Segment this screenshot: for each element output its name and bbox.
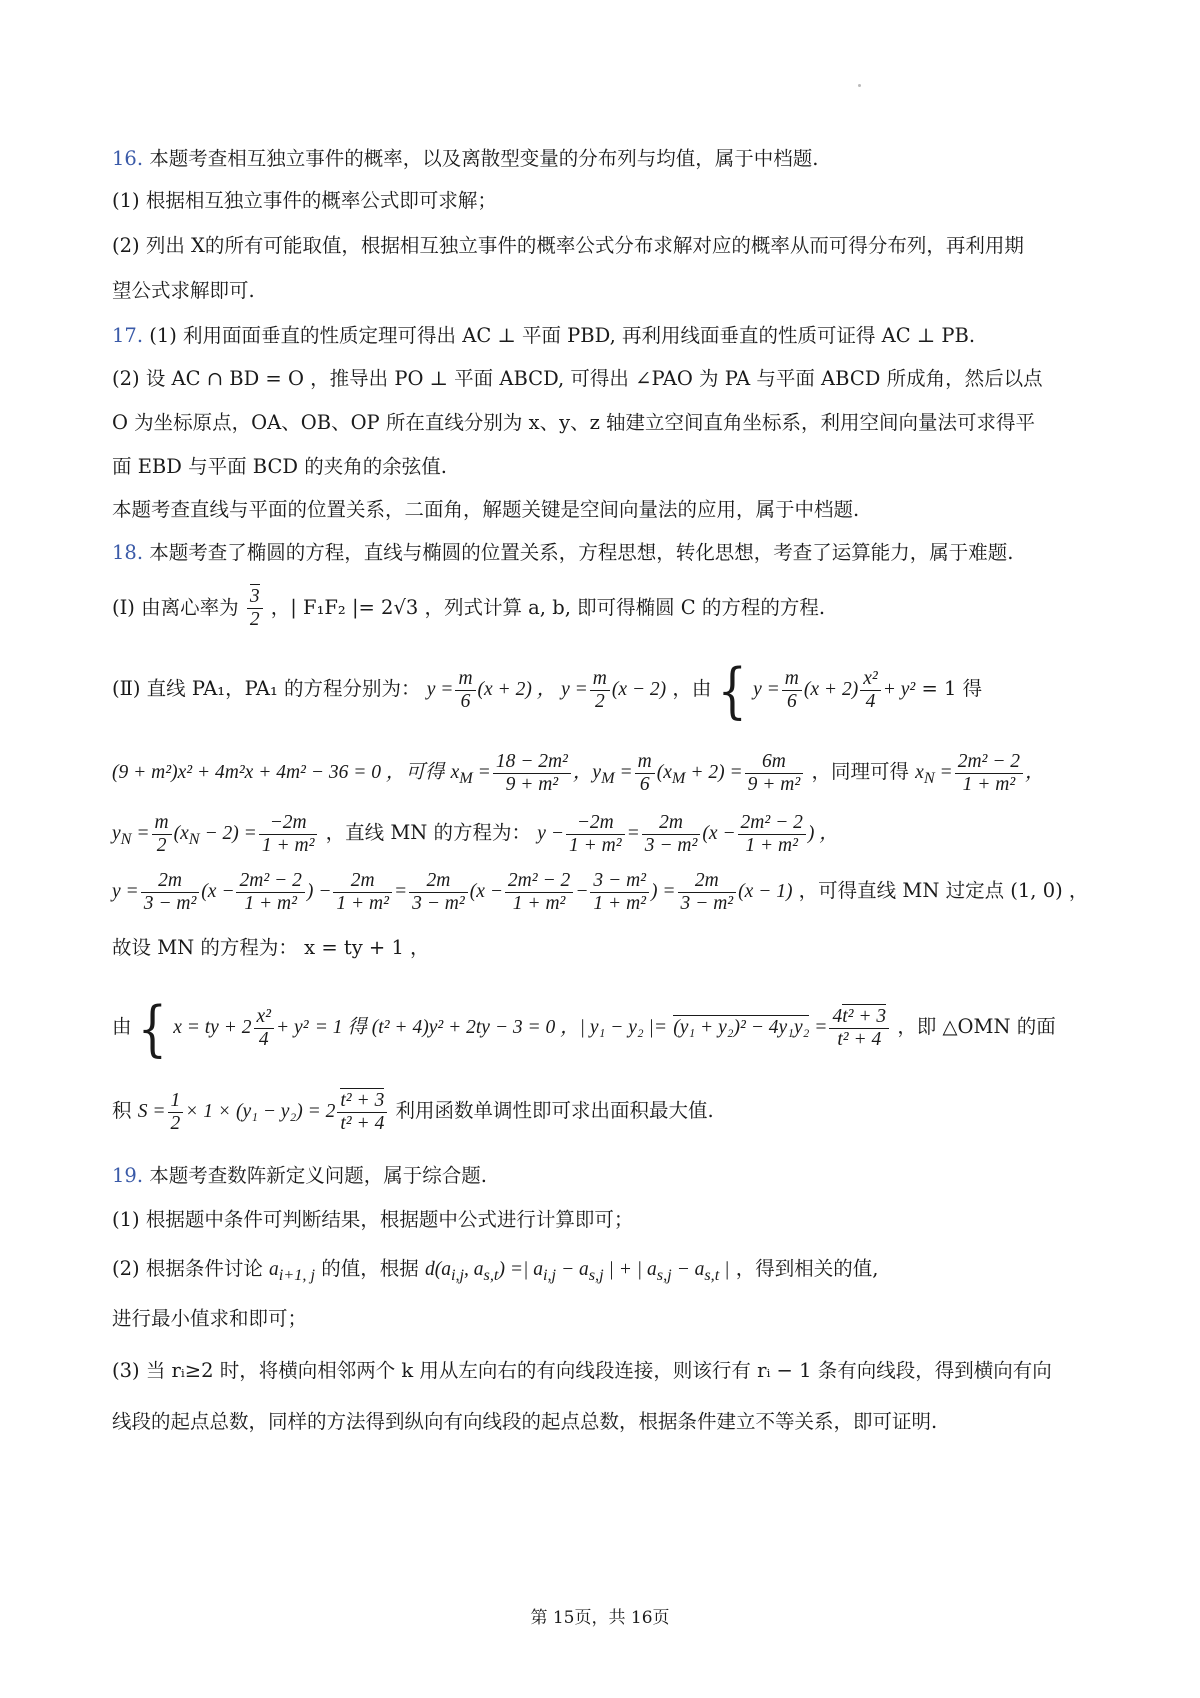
q18-text-6a: ，可得直线 MN 过定点 (1, 0) ， xyxy=(798,879,1089,902)
system-brace-1: { xyxy=(717,654,747,725)
q17-text-1: (1) 利用面面垂直的性质定理可得出 AC ⊥ 平面 PBD, 再利用线面垂直的性质可证得 AC ⊥ PB. xyxy=(149,324,976,347)
q17-line-1 xyxy=(112,323,1104,349)
q16-text-1: 本题考查相互独立事件的概率，以及离散型变量的分布列与均值，属于中档题. xyxy=(149,147,819,170)
eccentricity-fraction: $\frac{3}{2}$ xyxy=(247,586,263,631)
q17-line-2: (2) 设 AC ∩ BD = O ，推导出 PO ⊥ 平面 ABCD, 可得出 ∠PAO 为 PA 与平面 ABCD 所成角，然后以点 xyxy=(112,367,1043,390)
q17-line-3: O 为坐标原点，OA、OB、OP 所在直线分别为 x、y、z 轴建立空间直角坐标系，利用空间向量法可求得平 xyxy=(112,411,1036,434)
eq-system-2: x = ty + 2 $\frac{\text{x²}}{4}$ + y² xyxy=(173,1006,309,1051)
q16-number: 16. xyxy=(112,147,144,170)
q18-line-4 xyxy=(112,747,1104,803)
q18-line-5 xyxy=(112,808,1104,864)
q18-line-1 xyxy=(112,540,1104,566)
q19-line-4: 进行最小值求和即可； xyxy=(112,1307,308,1330)
eq-system-1: y = $\frac{m}{6}$ (x + 2) $\frac{\text{x²}}{4}$ + y² xyxy=(753,668,916,713)
q18-text-9a: 积 xyxy=(112,1099,132,1122)
q17-line-4: 面 EBD 与平面 BCD 的夹角的余弦值. xyxy=(112,455,447,478)
q18-text-8c: ，即 △OMN 的面 xyxy=(897,1015,1056,1038)
q18-text-3c: = 1 得 xyxy=(921,677,983,700)
q18-line-7: 故设 MN 的方程为： x = ty + 1 ， xyxy=(112,936,430,959)
q16-line-1 xyxy=(112,146,1104,172)
eq-xn: $x_N$ = $\frac{\text{2m² − 2}}{\text{1 + m²}}$ ， xyxy=(915,751,1045,796)
eq-area: S = $\frac{1}{2}$ × 1 × (y₁ − y₂) = 2 $\frac{\text{t² + 3}}{\text{t² + 4}}$ xyxy=(138,1101,390,1122)
q18-line-6 xyxy=(112,866,1104,917)
q19-text-3c: ，得到相关的值, xyxy=(735,1257,879,1280)
q18-text-8a: 由 xyxy=(112,1015,132,1038)
scan-dot xyxy=(858,84,861,87)
eq-line-pa1: y = $\frac{m}{6}$ (x + 2) ， y = $\frac{m}{2}$ (x − 2) xyxy=(426,668,667,713)
eq-distance: $d(a_{i,j}$, $a_{s,t}$) =| $a_{i,j} - a_{s,j}$ | + | $a_{s,j} - a_{s,t}$ | xyxy=(424,1259,730,1284)
q19-text-3b: 的值，根据 xyxy=(321,1257,419,1280)
q17-number: 17. xyxy=(112,324,144,347)
eq-xm-ym: $x_M$ = $\frac{\text{18 − 2m²}}{\text{9 + m²}}$ ，$y_M$ = $\frac{m}{6}$ $(x_M + 2)$ = $\frac{6m}{\text{9 + m²}}$ xyxy=(451,762,806,783)
q18-line-2 xyxy=(112,583,1104,633)
q18-text-2a: (Ⅰ) 由离心率为 xyxy=(112,596,239,619)
q18-line-3 xyxy=(112,654,1104,725)
q16-line-2: (1) 根据相互独立事件的概率公式即可求解； xyxy=(112,189,497,212)
q18-text-9b: 利用函数单调性即可求出面积最大值. xyxy=(395,1099,714,1122)
q18-text-5a: ，直线 MN 的方程为： xyxy=(325,821,532,844)
q18-text-8b: = 1 得 (t² + 4)y² + 2ty − 3 = 0 ，| y₁ − y₂ |= xyxy=(314,1017,668,1038)
q19-line-5: (3) 当 rᵢ≥2 时，将横向相邻两个 k 用从左向右的有向线段连接，则该行有 rᵢ − 1 条有向线段，得到横向有向 xyxy=(112,1359,1052,1382)
q18-text-4a: (9 + m²)x² + 4m²x + 4m² − 36 = 0 ，可得 xyxy=(112,762,445,783)
q18-line-8 xyxy=(112,992,1104,1063)
system-brace-2: { xyxy=(137,992,167,1063)
q18-text-4b: ，同理可得 xyxy=(811,760,909,783)
eq-line-mn: y − $\frac{-2m}{\text{1 + m²}}$ = $\frac{2m}{\text{3 − m²}}$ (x − $\frac{\text{2m² − 2}}{\text{1 + m²}}$ ) ， xyxy=(537,812,839,857)
q18-text-2b: ，| F₁F₂ |= 2√3 ，列式计算 a, b, 即可得椭圆 C 的方程的方程. xyxy=(270,596,826,619)
q19-number: 19. xyxy=(112,1164,144,1187)
q18-text-3b: ，由 xyxy=(672,677,712,700)
q19-line-3 xyxy=(112,1256,1104,1288)
q18-number: 18. xyxy=(112,541,144,564)
q18-text-3a: (Ⅱ) 直线 PA₁，PA₁ 的方程分别为： xyxy=(112,677,421,700)
q17-line-5: 本题考查直线与平面的位置关系，二面角，解题关键是空间向量法的应用，属于中档题. xyxy=(112,498,860,521)
eq-yn: $y_N$ = $\frac{m}{2}$ $(x_N - 2)$ = $\frac{-2m}{\text{1 + m²}}$ xyxy=(112,823,319,844)
q19-line-6: 线段的起点总数，同样的方法得到纵向有向线段的起点总数，根据条件建立不等关系，即可证明. xyxy=(112,1410,938,1433)
q16-line-4: 望公式求解即可. xyxy=(112,279,255,302)
page-footer: 第 15页，共 16页 xyxy=(530,1608,670,1628)
q19-text-3a: (2) 根据条件讨论 xyxy=(112,1257,263,1280)
q18-line-9 xyxy=(112,1084,1104,1139)
q19-text-1: 本题考查数阵新定义问题，属于综合题. xyxy=(149,1164,487,1187)
eq-line-mn-simplified: y = $\frac{2m}{\text{3 − m²}}$ (x − $\frac{\text{2m² − 2}}{\text{1 + m²}}$ ) − $\frac{2m}{\text{1 + m²}}$ = $\frac{2m}{\text{3 − m²}}$ (x − $\frac{\text{2m² − 2}}{\text{1 + m²}}$ − $\frac{\text{3 − m²}}{\text{1 + m²}}$ ) = $\frac{2m}{\text{3 − m²}}$ (x − 1) xyxy=(112,870,793,915)
q18-text-1: 本题考查了椭圆的方程，直线与椭圆的位置关系，方程思想，转化思想，考查了运算能力，属于难题. xyxy=(149,541,1014,564)
q16-line-3: (2) 列出 X的所有可能取值，根据相互独立事件的概率公式分布求解对应的概率从而可得分布列，再利用期 xyxy=(112,234,1024,257)
eq-a-term: $a_{i+1, j}$ xyxy=(269,1259,316,1284)
q19-line-2: (1) 根据题中条件可判断结果，根据题中公式进行计算即可； xyxy=(112,1208,634,1231)
q19-line-1 xyxy=(112,1163,1104,1189)
eq-y-diff: (y₁ + y₂)² − 4y₁y₂ = $\frac{\text{4t² + 3}}{\text{t² + 4}}$ xyxy=(673,1017,891,1038)
